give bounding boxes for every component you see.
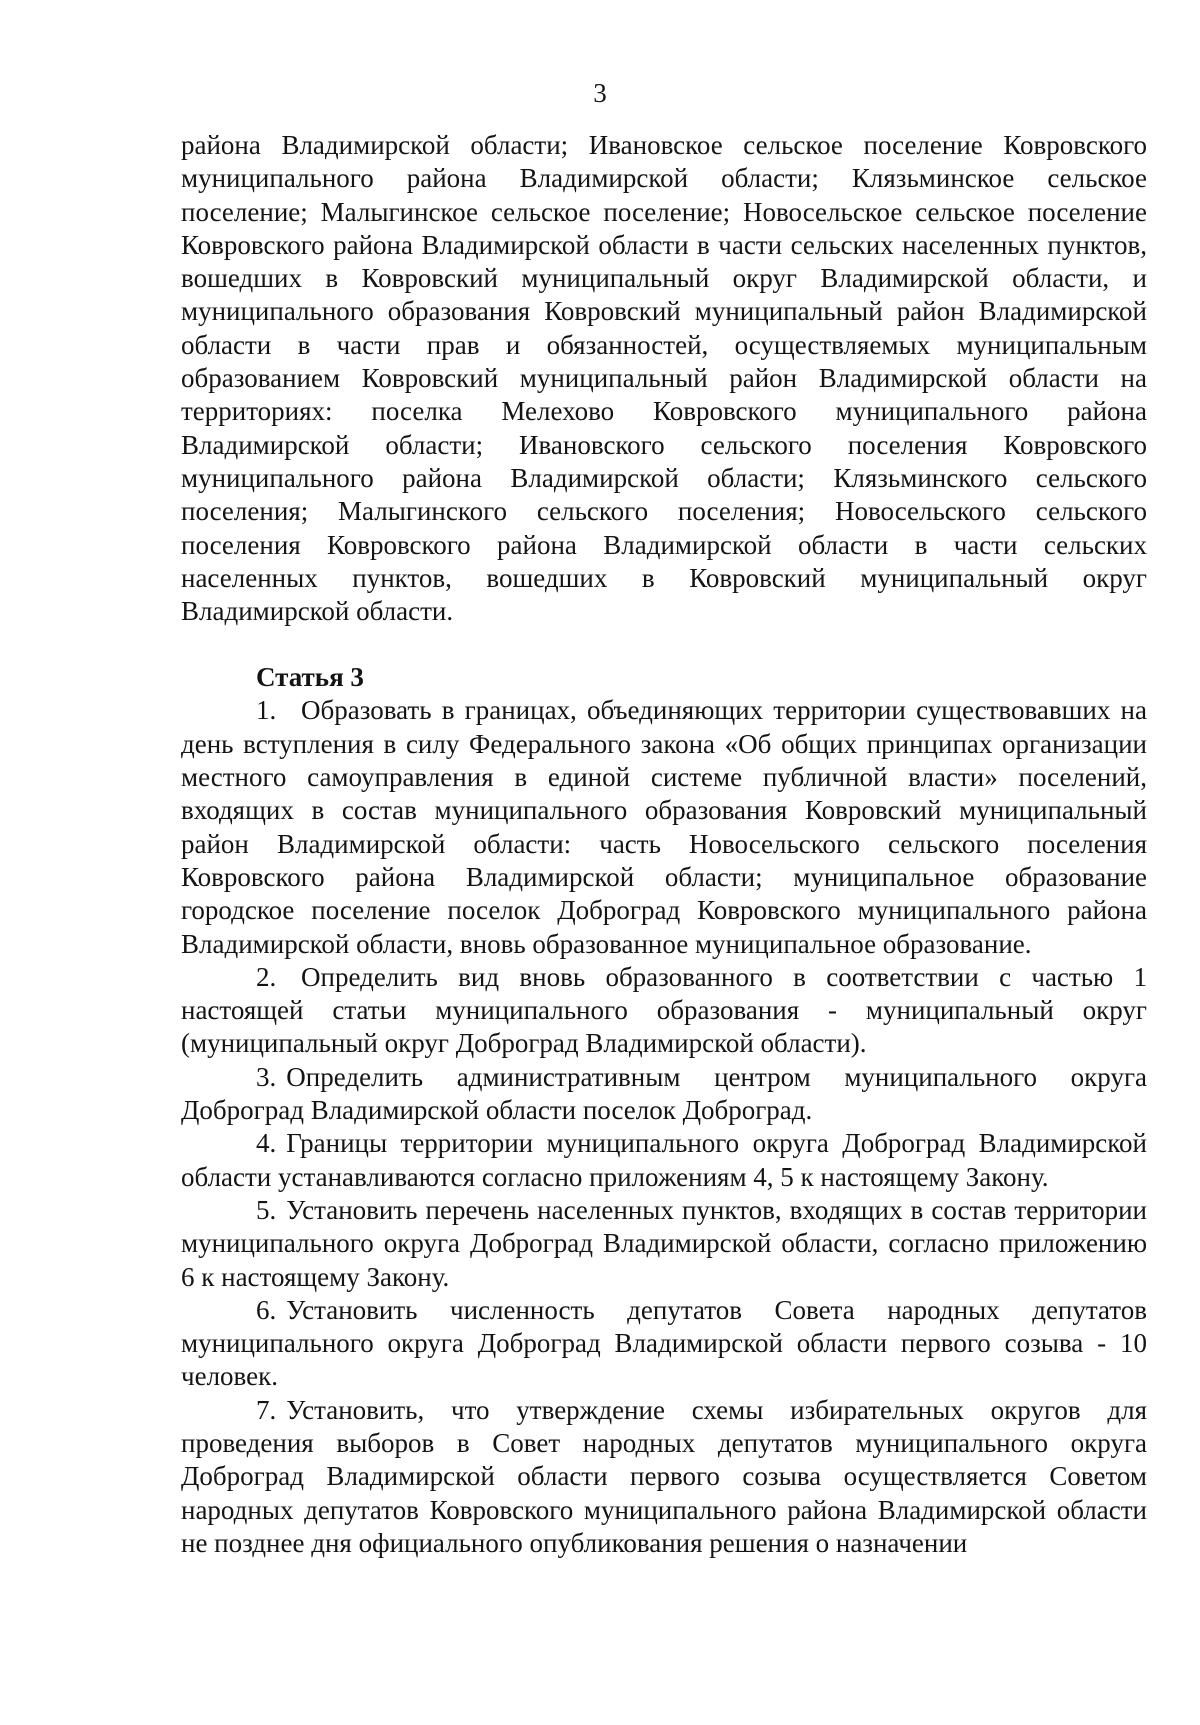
- item-text: Границы территории муниципального округа Доброград Владимирской области устанавливаются согласно приложениям 4, 5 к настоящему Закону.: [181, 1128, 1147, 1192]
- item-text: Установить численность депутатов Совета народных депутатов муниципального округа Доброград Владимирской области первого созыва - 10 человек.: [181, 1294, 1147, 1392]
- article-item-2: [181, 961, 1147, 1061]
- item-text: Образовать в границах, объединяющих территории существовавших на день вступления в силу Федерального закона «Об общих принципах организации местного самоуправления в единой системе публичной власти» поселений, входящих в состав муниципального образования Ковровский муниципальный район Владимирской области: часть Новосельского сельского поселения Ковровского района Владимирской области; муниципальное образование городское поселение поселок Доброград Ковровского муниципального района Владимирской области, вновь образованное муниципальное образование.: [181, 695, 1147, 959]
- article-item-4: [181, 1127, 1147, 1194]
- item-text: Определить вид вновь образованного в соответствии с частью 1 настоящей статьи муниципального образования - муниципальный округ (муниципальный округ Доброград Владимирской области).: [181, 961, 1147, 1059]
- article-item-5: [181, 1194, 1147, 1294]
- lead-paragraph: района Владимирской области; Ивановское сельское поселение Ковровского муниципального района Владимирской области; Клязьминское сельское поселение; Малыгинское сельское поселение; Новосельское сельское поселение Ковровского района Владимирской области в части сельских населенных пунктов, вошедших в Ковровский муниципальный округ Владимирской области, и муниципального образования Ковровский муниципальный район Владимирской области в части прав и обязанностей, осуществляемых муниципальным образованием Ковровский муниципальный район Владимирской области на территориях: поселка Мелехово Ковровского муниципального района Владимирской области; Ивановского сельского поселения Ковровского муниципального района Владимирской области; Клязьминского сельского поселения; Малыгинского сельского поселения; Новосельского сельского поселения Ковровского района Владимирской области в части сельских населенных пунктов, вошедших в Ковровский муниципальный округ Владимирской области.: [181, 130, 1147, 627]
- item-number: 2.: [256, 961, 277, 992]
- item-number: 7.: [256, 1394, 277, 1425]
- item-text: Установить перечень населенных пунктов, входящих в состав территории муниципального округа Доброград Владимирской области, согласно приложению 6 к настоящему Закону.: [181, 1194, 1147, 1292]
- article-item-6: [181, 1294, 1147, 1394]
- article-title: Статья 3: [256, 662, 364, 693]
- item-number: 1.: [256, 695, 277, 726]
- article-item-3: [181, 1061, 1147, 1128]
- article-item-1: [181, 694, 1147, 960]
- item-text: Определить административным центром муниципального округа Доброград Владимирской области поселок Доброград.: [181, 1061, 1147, 1126]
- page-number: 3: [593, 78, 607, 108]
- article-item-7: [181, 1394, 1147, 1560]
- document-body: [181, 129, 1147, 1560]
- item-number: 3.: [256, 1061, 277, 1092]
- item-number: 4.: [256, 1128, 277, 1159]
- item-number: 6.: [256, 1294, 277, 1325]
- item-text: Установить, что утверждение схемы избирательных округов для проведения выборов в Совет народных депутатов муниципального округа Доброград Владимирской области первого созыва осуществляется Советом народных депутатов Ковровского муниципального района Владимирской области не позднее дня официального опубликования решения о назначении: [181, 1394, 1147, 1558]
- item-number: 5.: [256, 1194, 277, 1225]
